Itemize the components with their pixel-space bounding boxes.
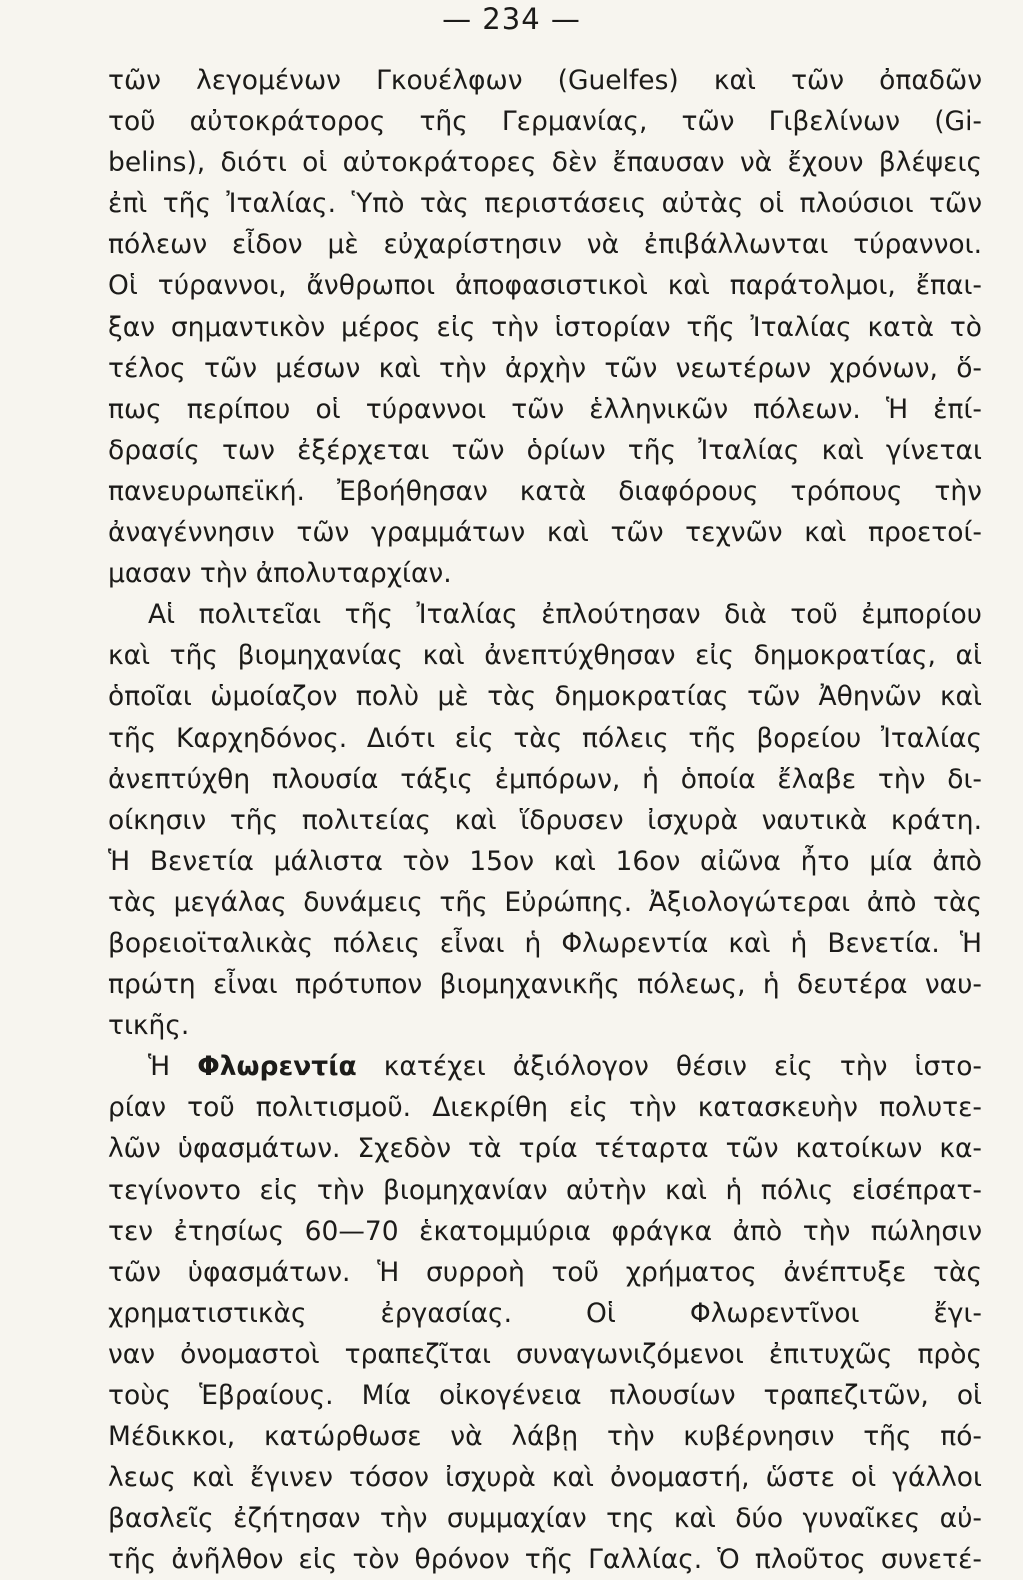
text-line: τῆς Καρχηδόνος. Διότι εἰς τὰς πόλεις τῆς βορείου Ἰταλίας (108, 722, 982, 754)
florence-first-line: κατέχει ἀξιόλογον θέσιν εἰς τὴν ἱστο- (356, 1051, 982, 1083)
text-line: τοῦ αὐτοκράτορος τῆς Γερμανίας, τῶν Γιβελίνων (Gi- (108, 106, 982, 138)
page-number: — 234 — (442, 2, 581, 36)
text-line: ἐπὶ τῆς Ἰταλίας. Ὑπὸ τὰς περιστάσεις αὐτὰς οἱ πλούσιοι τῶν (108, 188, 982, 220)
text-line: τεγίνοντο εἰς τὴν βιομηχανίαν αὐτὴν καὶ ἡ πόλις εἰσέπρατ- (108, 1174, 982, 1206)
text-line: ἀναγέννησιν τῶν γραμμάτων καὶ τῶν τεχνῶν καὶ προετοί- (108, 517, 982, 549)
paragraph-florence (108, 1087, 982, 1580)
text-line: Αἱ πολιτεῖαι τῆς Ἰταλίας ἐπλούτησαν διὰ τοῦ ἐμπορίου (148, 599, 982, 631)
florence-bold-word: Φλωρεντία (197, 1051, 357, 1083)
text-line: τοὺς Ἑβραίους. Μία οἰκογένεια πλουσίων τραπεζιτῶν, οἱ (108, 1380, 982, 1411)
text-line: βασλεῖς ἐζήτησαν τὴν συμμαχίαν της καὶ δύο γυναῖκες αὐ- (108, 1503, 982, 1535)
florence-prefix: Ἡ (148, 1051, 198, 1083)
text-line: πρώτη εἶναι πρότυπον βιομηχανικῆς πόλεως, ἡ δευτέρα ναυ- (108, 969, 982, 1001)
text-line: καὶ τῆς βιομηχανίας καὶ ἀνεπτύχθησαν εἰς δημοκρατίας, αἱ (108, 640, 982, 672)
text-line: πως περίπου οἱ τύραννοι τῶν ἑλληνικῶν πόλεων. Ἡ ἐπί- (108, 393, 982, 425)
text-line: ξαν σημαντικὸν μέρος εἰς τὴν ἱστορίαν τῆς Ἰταλίας κατὰ τὸ (108, 311, 982, 343)
text-line: τῶν λεγομένων Γκουέλφων (Guelfes) καὶ τῶν ὀπαδῶν (108, 65, 982, 96)
text-line (108, 1046, 982, 1087)
text-line: belins), διότι οἱ αὐτοκράτορες δὲν ἔπαυσαν νὰ ἔχουν βλέψεις (108, 147, 982, 179)
text-line: Ἡ Βενετία μάλιστα τὸν 15ον καὶ 16ον αἰῶνα ἦτο μία ἀπὸ (108, 845, 982, 877)
text-line: λῶν ὑφασμάτων. Σχεδὸν τὰ τρία τέταρτα τῶν κατοίκων κα- (108, 1133, 982, 1165)
text-line: ἀνεπτύχθη πλουσία τάξις ἐμπόρων, ἡ ὁποία ἔλαβε τὴν δι- (108, 763, 982, 795)
text-line: τῶν ὑφασμάτων. Ἡ συρροὴ τοῦ χρήματος ἀνέπτυξε τὰς (108, 1256, 982, 1288)
text-line: οίκησιν τῆς πολιτείας καὶ ἵδρυσεν ἰσχυρὰ ναυτικὰ κράτη. (108, 804, 982, 836)
text-line: τὰς μεγάλας δυνάμεις τῆς Εὐρώπης. Ἀξιολογώτεραι ἀπὸ τὰς (108, 886, 982, 918)
text-line: πόλεων εἶδον μὲ εὐχαρίστησιν νὰ ἐπιβάλλωνται τύραννοι. (108, 229, 982, 261)
text-line: ρίαν τοῦ πολιτισμοῦ. Διεκρίθη εἰς τὴν κατασκευὴν πολυτε- (108, 1092, 982, 1124)
body-text (108, 60, 982, 1580)
text-line: τεν ἐτησίως 60—70 ἑκατομμύρια φράγκα ἀπὸ τὴν πώλησιν (108, 1215, 982, 1247)
text-line: χρηματιστικὰς ἐργασίας. Οἱ Φλωρεντῖνοι ἔγι- (108, 1297, 982, 1329)
text-line: ὁποῖαι ὡμοίαζον πολὺ μὲ τὰς δημοκρατίας τῶν Ἀθηνῶν καὶ (108, 681, 982, 713)
text-line: μασαν τὴν ἀπολυταρχίαν. (108, 558, 452, 590)
text-line: βορειοϊταλικὰς πόλεις εἶναι ἡ Φλωρεντία καὶ ἡ Βενετία. Ἡ (108, 927, 982, 959)
text-line: λεως καὶ ἔγινεν τόσον ἰσχυρὰ καὶ ὀνομαστή, ὥστε οἱ γάλλοι (108, 1462, 982, 1494)
text-line: Οἱ τύραννοι, ἄνθρωποι ἀποφασιστικοὶ καὶ παράτολμοι, ἔπαι- (108, 270, 982, 302)
text-line: ναν ὀνομαστοὶ τραπεζῖται συναγωνιζόμενοι ἐπιτυχῶς πρὸς (108, 1338, 982, 1370)
text-line: Μέδικκοι, κατώρθωσε νὰ λάβῃ τὴν κυβέρνησιν τῆς πό- (108, 1421, 982, 1453)
text-line: πανευρωπεϊκή. Ἐβοήθησαν κατὰ διαφόρους τρόπους τὴν (108, 475, 982, 507)
text-line: δρασίς των ἐξέρχεται τῶν ὁρίων τῆς Ἰταλίας καὶ γίνεται (108, 434, 982, 466)
paragraphs-italy (108, 60, 982, 1046)
text-line: τέλος τῶν μέσων καὶ τὴν ἀρχὴν τῶν νεωτέρων χρόνων, ὅ- (108, 352, 982, 384)
text-line: τικῆς. (108, 1010, 190, 1042)
text-line: τῆς ἀνῆλθον εἰς τὸν θρόνον τῆς Γαλλίας. Ὁ πλοῦτος συνετέ- (108, 1544, 982, 1576)
